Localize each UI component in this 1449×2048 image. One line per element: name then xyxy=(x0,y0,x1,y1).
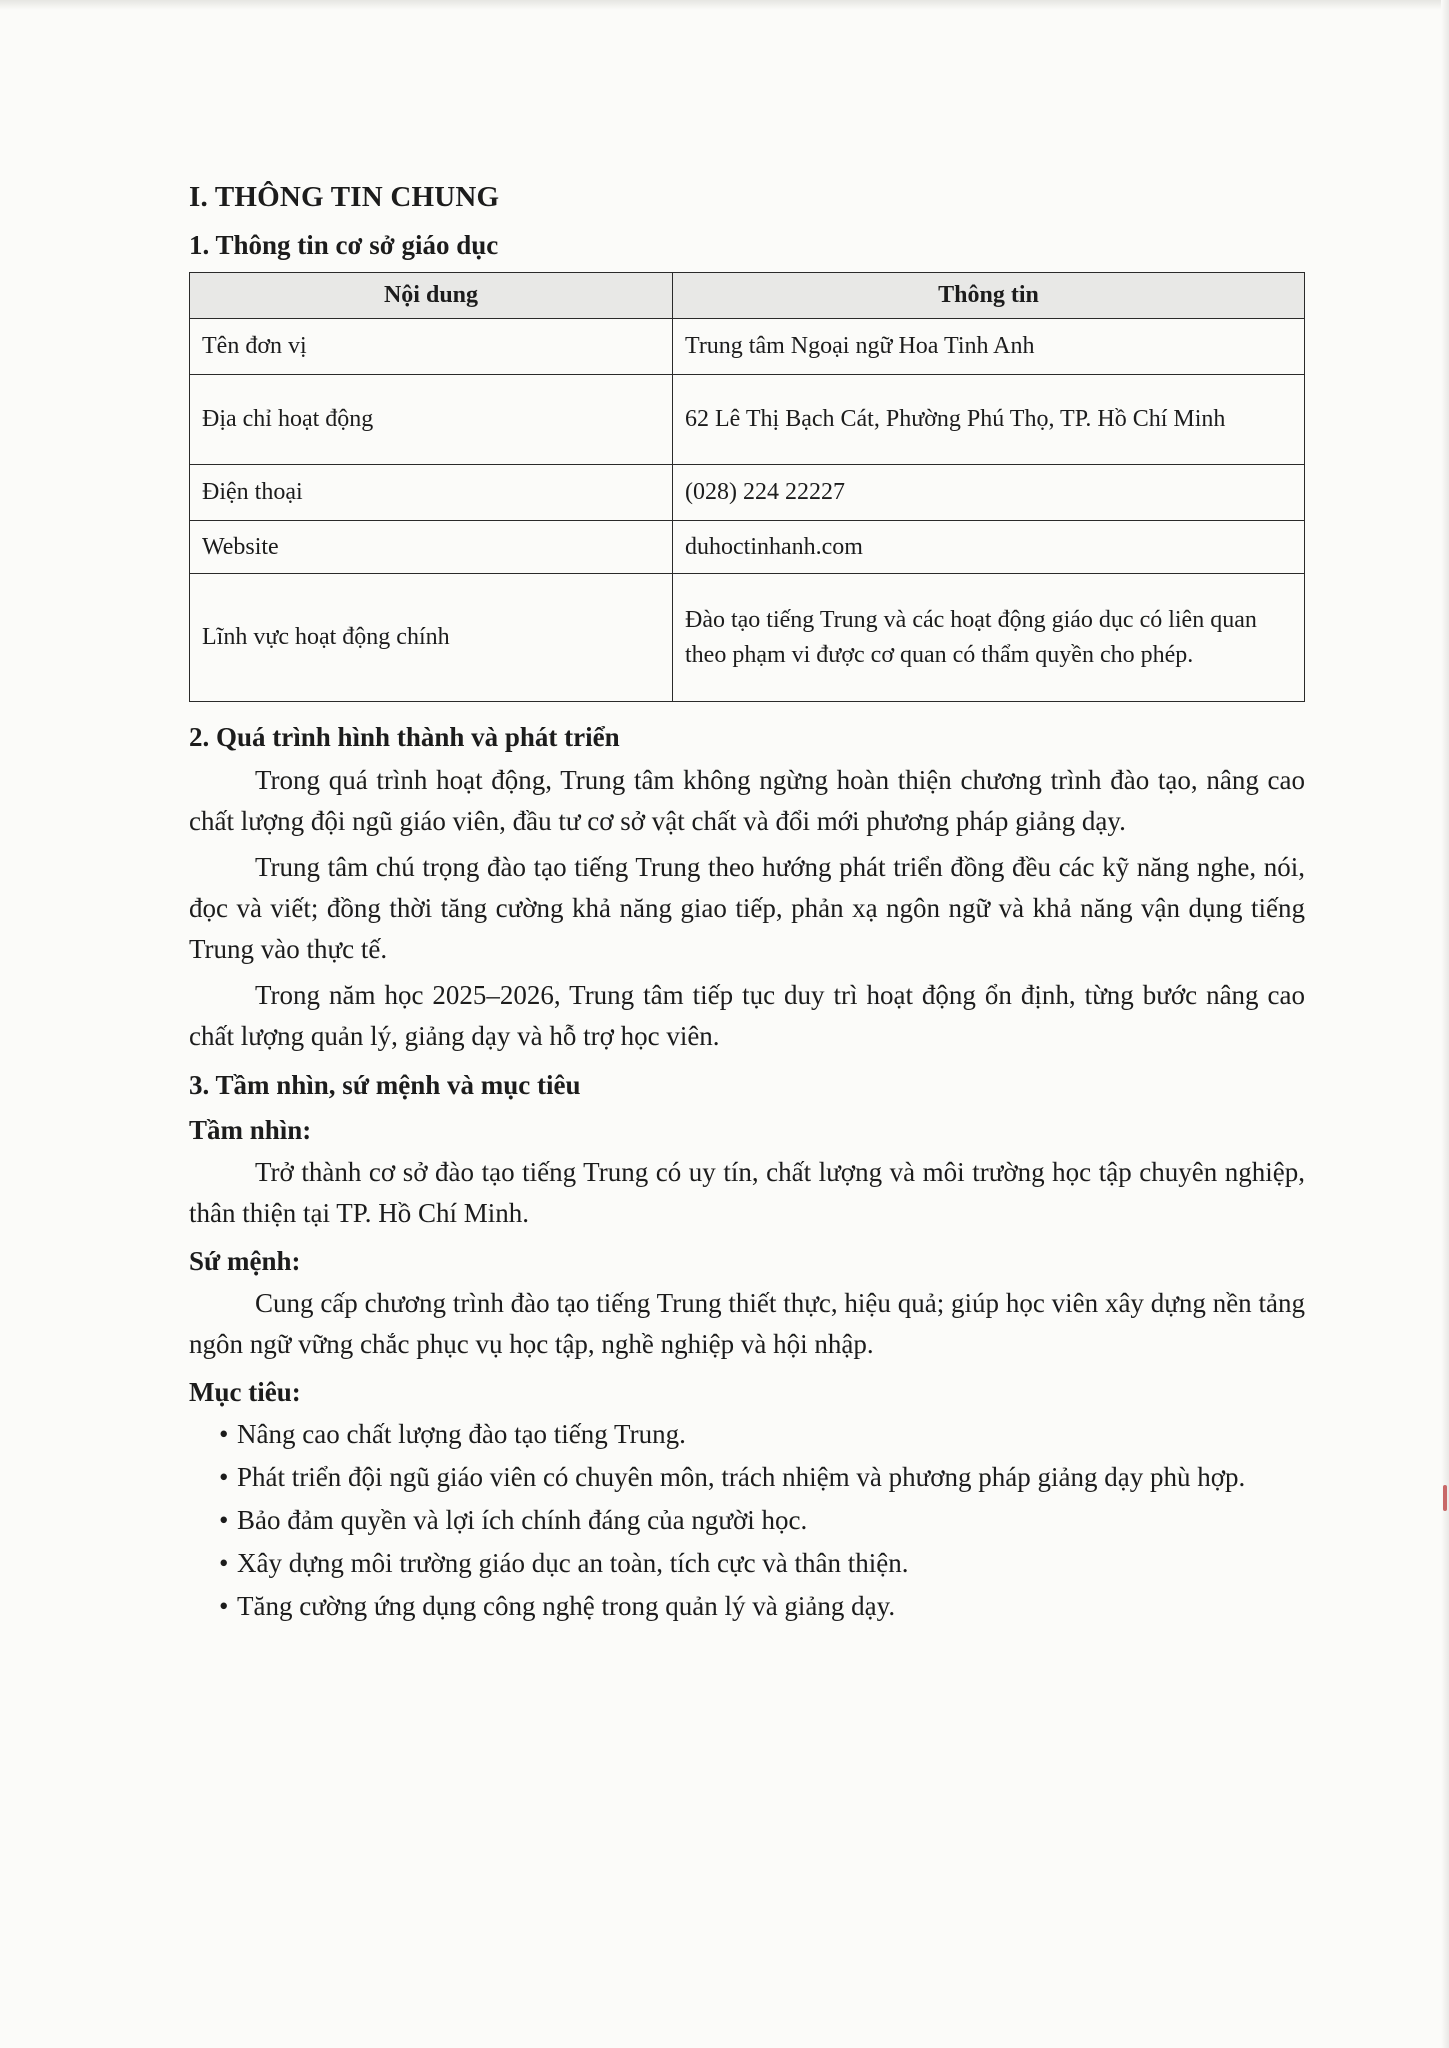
table-row xyxy=(190,319,1305,375)
list-item: • Nâng cao chất lượng đào tạo tiếng Trung. xyxy=(223,1414,1305,1455)
row-value: (028) 224 22227 xyxy=(673,465,1305,521)
row-value: Đào tạo tiếng Trung và các hoạt động giáo dục có liên quan theo phạm vi được cơ quan có thẩm quyền cho phép. xyxy=(673,574,1305,702)
mission-label: Sứ mệnh: xyxy=(189,1246,301,1276)
row-label: Lĩnh vực hoạt động chính xyxy=(190,574,673,702)
header-content: Nội dung xyxy=(190,273,673,319)
table-header-row xyxy=(190,273,1305,319)
paragraph: Trong quá trình hoạt động, Trung tâm không ngừng hoàn thiện chương trình đào tạo, nâng cao chất lượng đội ngũ giáo viên, đầu tư cơ sở vật chất và đổi mới phương pháp giảng dạy. xyxy=(189,765,1305,836)
row-label: Địa chỉ hoạt động xyxy=(190,375,673,465)
info-table xyxy=(189,272,1305,702)
row-label: Điện thoại xyxy=(190,465,673,521)
scan-edge-right xyxy=(1441,0,1449,2048)
table-row xyxy=(190,465,1305,521)
vision-label: Tầm nhìn: xyxy=(189,1115,312,1145)
table-row xyxy=(190,574,1305,702)
scan-mark xyxy=(1443,1485,1447,1511)
list-item: • Bảo đảm quyền và lợi ích chính đáng của người học. xyxy=(223,1500,1305,1541)
document-content xyxy=(189,172,1305,1629)
list-item: • Xây dựng môi trường giáo dục an toàn, tích cực và thân thiện. xyxy=(223,1543,1305,1584)
row-value: 62 Lê Thị Bạch Cát, Phường Phú Thọ, TP. Hồ Chí Minh xyxy=(673,375,1305,465)
row-value: Trung tâm Ngoại ngữ Hoa Tinh Anh xyxy=(673,319,1305,375)
section3-title: 3. Tầm nhìn, sứ mệnh và mục tiêu xyxy=(189,1070,581,1100)
row-label: Website xyxy=(190,521,673,574)
scan-edge-top xyxy=(0,0,1449,10)
vision-text: Trở thành cơ sở đào tạo tiếng Trung có uy tín, chất lượng và môi trường học tập chuyên nghiệp, thân thiện tại TP. Hồ Chí Minh. xyxy=(189,1157,1305,1228)
mission-text: Cung cấp chương trình đào tạo tiếng Trung thiết thực, hiệu quả; giúp học viên xây dựng nền tảng ngôn ngữ vững chắc phục vụ học tập, nghề nghiệp và hội nhập. xyxy=(189,1288,1305,1359)
section2-title: 2. Quá trình hình thành và phát triển xyxy=(189,722,620,752)
section1-title: 1. Thông tin cơ sở giáo dục xyxy=(189,230,499,260)
row-value: duhoctinhanh.com xyxy=(673,521,1305,574)
table-row xyxy=(190,521,1305,574)
row-label: Tên đơn vị xyxy=(190,319,673,375)
goals-label: Mục tiêu: xyxy=(189,1377,301,1407)
table-row xyxy=(190,375,1305,465)
section-heading: I. THÔNG TIN CHUNG xyxy=(189,181,500,213)
list-item: • Phát triển đội ngũ giáo viên có chuyên môn, trách nhiệm và phương pháp giảng dạy phù hợp. xyxy=(223,1457,1305,1498)
paragraph: Trong năm học 2025–2026, Trung tâm tiếp tục duy trì hoạt động ổn định, từng bước nâng cao chất lượng quản lý, giảng dạy và hỗ trợ học viên. xyxy=(189,980,1305,1051)
paragraph: Trung tâm chú trọng đào tạo tiếng Trung theo hướng phát triển đồng đều các kỹ năng nghe, nói, đọc và viết; đồng thời tăng cường khả năng giao tiếp, phản xạ ngôn ngữ và khả năng vận dụng tiếng Trung vào thực tế. xyxy=(189,852,1305,964)
goals-list xyxy=(189,1414,1305,1627)
list-item: • Tăng cường ứng dụng công nghệ trong quản lý và giảng dạy. xyxy=(223,1586,1305,1627)
header-info: Thông tin xyxy=(673,273,1305,319)
